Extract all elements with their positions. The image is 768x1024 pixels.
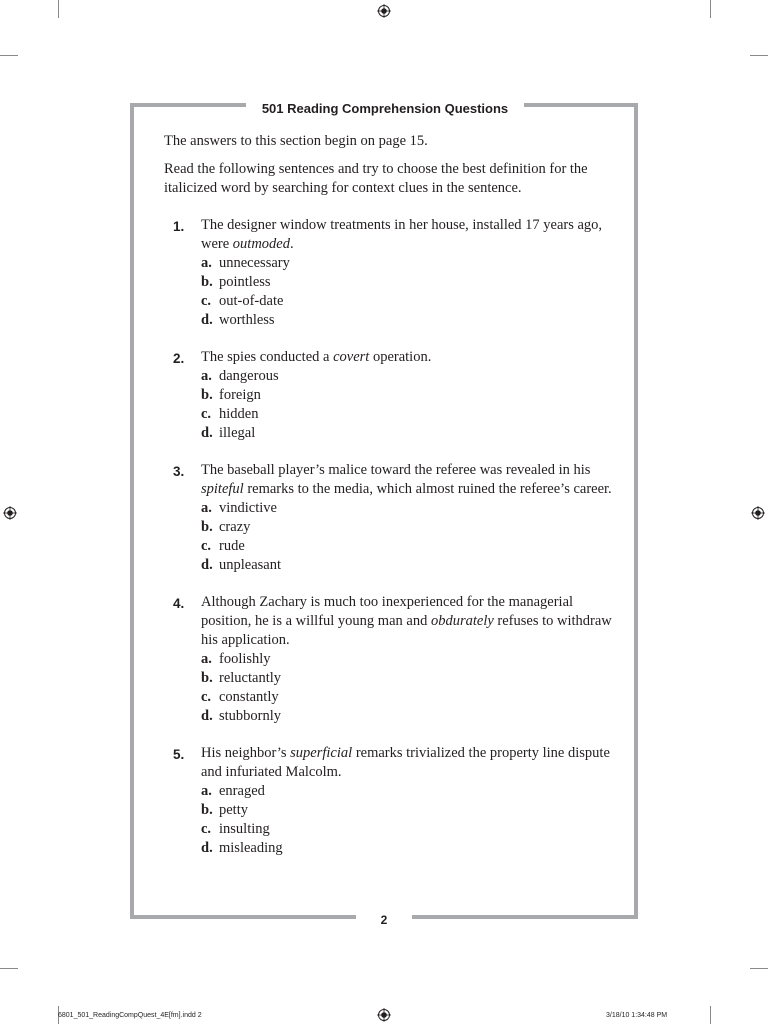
instructions: Read the following sentences and try to choose the best definition for the italicized word by searching for context clues in the sentence. — [164, 161, 588, 196]
crop-mark — [0, 55, 18, 56]
crop-mark — [750, 968, 768, 969]
crop-mark — [710, 0, 711, 18]
italic-word: superficial — [290, 745, 353, 761]
answer-option: a. vindictive — [201, 500, 277, 516]
answer-option: a. dangerous — [201, 368, 279, 384]
footer-filename: 6801_501_ReadingCompQuest_4E[fm].indd 2 — [58, 1012, 202, 1019]
question-number: 2. — [173, 351, 185, 366]
answer-option: b. foreign — [201, 387, 261, 403]
question-stem: The baseball player’s malice toward the referee was revealed in his spiteful remarks to the media, which almost ruined the referee’s career. — [201, 462, 612, 497]
italic-word: covert — [333, 349, 370, 365]
italic-word: spiteful — [201, 481, 244, 497]
answer-option: d. misleading — [201, 840, 283, 856]
question — [164, 593, 612, 726]
crop-mark — [750, 55, 768, 56]
answer-option: b. petty — [201, 802, 248, 818]
answer-option: d. illegal — [201, 425, 256, 441]
question-number: 1. — [173, 219, 185, 234]
footer-timestamp: 3/18/10 1:34:48 PM — [606, 1012, 668, 1019]
running-header: 501 Reading Comprehension Questions — [246, 100, 524, 118]
registration-mark-icon — [3, 506, 17, 520]
answer-option: c. hidden — [201, 406, 259, 422]
crop-mark — [710, 1006, 711, 1024]
question — [164, 744, 612, 858]
question — [164, 461, 612, 575]
answer-option: b. crazy — [201, 519, 251, 535]
crop-mark — [58, 0, 59, 18]
page-number: 2 — [356, 910, 412, 930]
answer-option: c. constantly — [201, 689, 279, 705]
italic-word: obdurately — [430, 613, 494, 629]
answer-option: c. insulting — [201, 821, 270, 837]
question-number: 3. — [173, 464, 185, 479]
answer-option: c. rude — [201, 538, 245, 554]
crop-mark — [0, 968, 18, 969]
answer-option: c. out-of-date — [201, 293, 284, 309]
answer-option: b. reluctantly — [201, 670, 282, 686]
registration-mark-icon — [751, 506, 765, 520]
question-stem: Although Zachary is much too inexperienced for the managerial position, he is a willful young man and obdurately refuses to withdraw his application. — [201, 594, 612, 648]
question-stem: The spies conducted a covert operation. — [201, 349, 432, 365]
answer-option: a. unnecessary — [201, 255, 290, 271]
question — [164, 216, 612, 330]
question-stem: His neighbor’s superficial remarks trivialized the property line dispute and infuriated Malcolm. — [201, 745, 610, 780]
page-content — [164, 132, 612, 858]
italic-word: outmoded — [232, 236, 290, 252]
answer-option: b. pointless — [201, 274, 271, 290]
answer-option: d. unpleasant — [201, 557, 282, 573]
question-number: 5. — [173, 747, 185, 762]
answer-option: d. stubbornly — [201, 708, 282, 724]
question-number: 4. — [173, 596, 185, 611]
question — [164, 348, 612, 443]
answer-option: d. worthless — [201, 312, 275, 328]
answer-option: a. enraged — [201, 783, 265, 799]
answers-note: The answers to this section begin on page 15. — [164, 133, 428, 149]
question-stem: The designer window treatments in her house, installed 17 years ago, were outmoded. — [201, 217, 603, 252]
answer-option: a. foolishly — [201, 651, 271, 667]
registration-mark-icon — [377, 1008, 391, 1022]
registration-mark-icon — [377, 4, 391, 18]
